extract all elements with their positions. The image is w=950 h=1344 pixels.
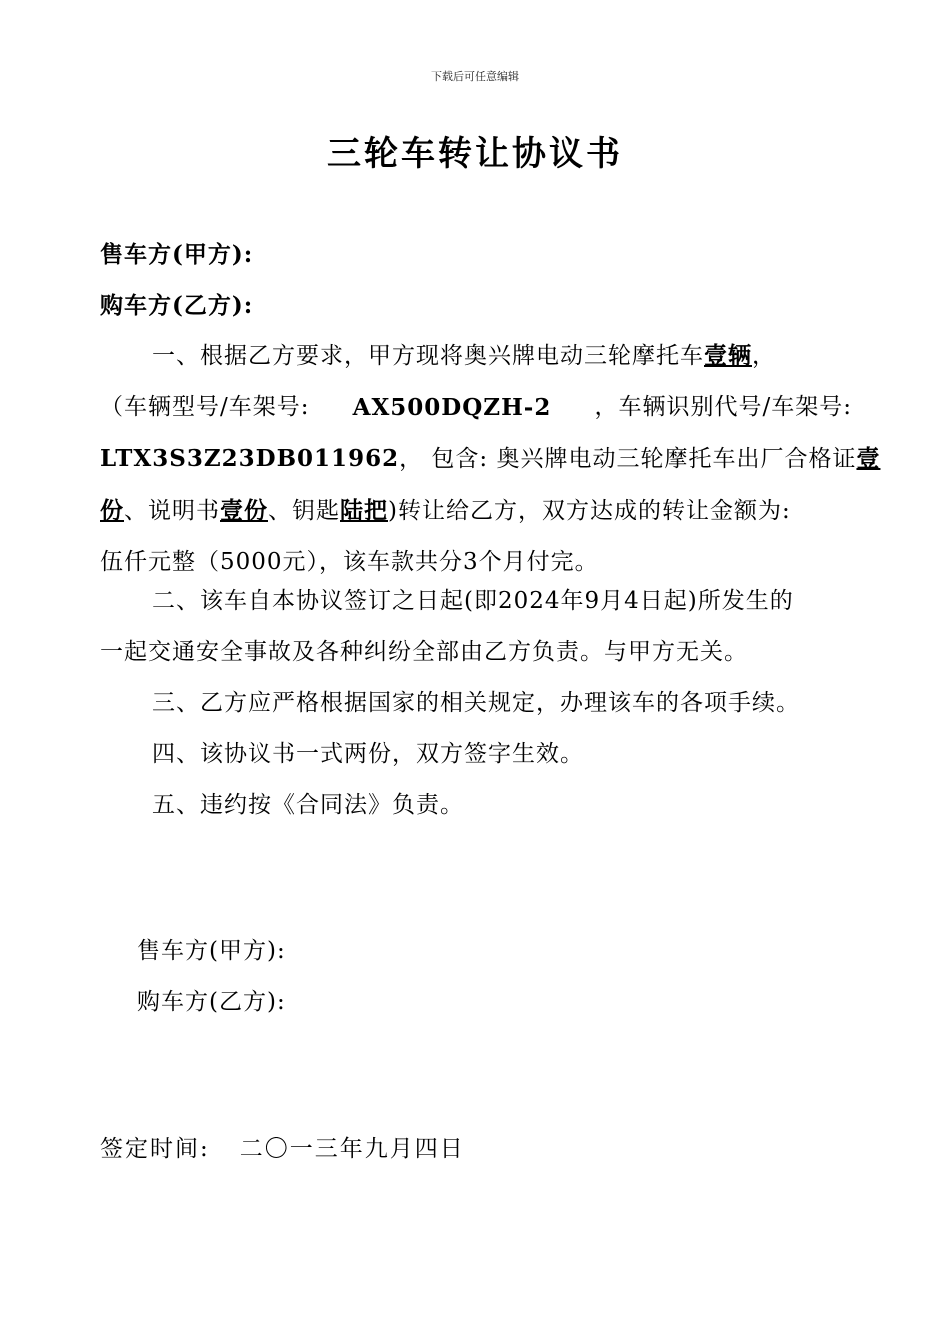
quantity-vehicle: 壹辆 xyxy=(704,342,752,369)
buyer-party-heading: 购车方(乙方): xyxy=(100,292,254,319)
includes-text: ， 包含: 奥兴牌电动三轮摩托车出厂合格证 xyxy=(399,446,857,472)
header-note: 下载后可任意编辑 xyxy=(431,70,519,83)
clause-4-text: 四、该协议书一式两份，双方签字生效。 xyxy=(152,741,584,767)
clause-1-line-4 xyxy=(100,485,852,537)
clause-3-text: 三、乙方应严格根据国家的相关规定，办理该车的各项手续。 xyxy=(152,690,800,716)
seller-party-heading: 售车方(甲方): xyxy=(100,241,254,268)
clause-1-line-2 xyxy=(100,382,852,433)
quantity-certificate: 壹 xyxy=(856,445,881,472)
quantity-manual: 壹份 xyxy=(220,497,268,524)
date-label: 签定时间: xyxy=(100,1136,210,1162)
clause-2-line-1: 二、该车自本协议签订之日起(即2024年9月4日起)所发生的 xyxy=(152,588,794,614)
date-value: 二〇一三年九月四日 xyxy=(239,1136,465,1162)
clause-5 xyxy=(100,780,852,831)
clause-1 xyxy=(100,330,881,588)
manual-label: 、说明书 xyxy=(124,498,220,524)
buyer-signature-line: 购车方(乙方): xyxy=(137,989,286,1015)
clause-3 xyxy=(100,678,852,729)
clause-1-line-5: 伍仟元整（5000元），该车款共分3个月付完。 xyxy=(100,549,599,575)
clause-1-line-3 xyxy=(100,433,881,485)
clause-1-text: 一、根据乙方要求，甲方现将奥兴牌电动三轮摩托车 xyxy=(152,343,704,369)
model-label: （车辆型号/车架号: xyxy=(100,394,310,420)
clause-2-line-2: 一起交通安全事故及各种纠纷全部由乙方负责。与甲方无关。 xyxy=(100,639,748,665)
key-label: 、钥匙 xyxy=(268,498,340,524)
clause-1-punct: ， xyxy=(752,343,776,369)
quantity-certificate-unit: 份 xyxy=(100,497,124,524)
vin-label: ，车辆识别代号/车架号: xyxy=(594,394,852,420)
quantity-keys: 陆把 xyxy=(340,497,388,524)
vehicle-vin: LTX3S3Z23DB011962 xyxy=(100,445,400,472)
document-title: 三轮车转让协议书 xyxy=(327,134,623,174)
vehicle-model: AX500DQZH-2 xyxy=(352,394,552,421)
signing-date xyxy=(100,1130,465,1163)
clause-2 xyxy=(100,576,852,678)
clause-4 xyxy=(100,729,852,780)
clause-1-line-1 xyxy=(100,330,852,382)
transfer-text: )转让给乙方，双方达成的转让金额为: xyxy=(388,498,791,524)
seller-signature-line: 售车方(甲方): xyxy=(137,938,286,964)
clause-5-text: 五、违约按《合同法》负责。 xyxy=(152,792,464,818)
